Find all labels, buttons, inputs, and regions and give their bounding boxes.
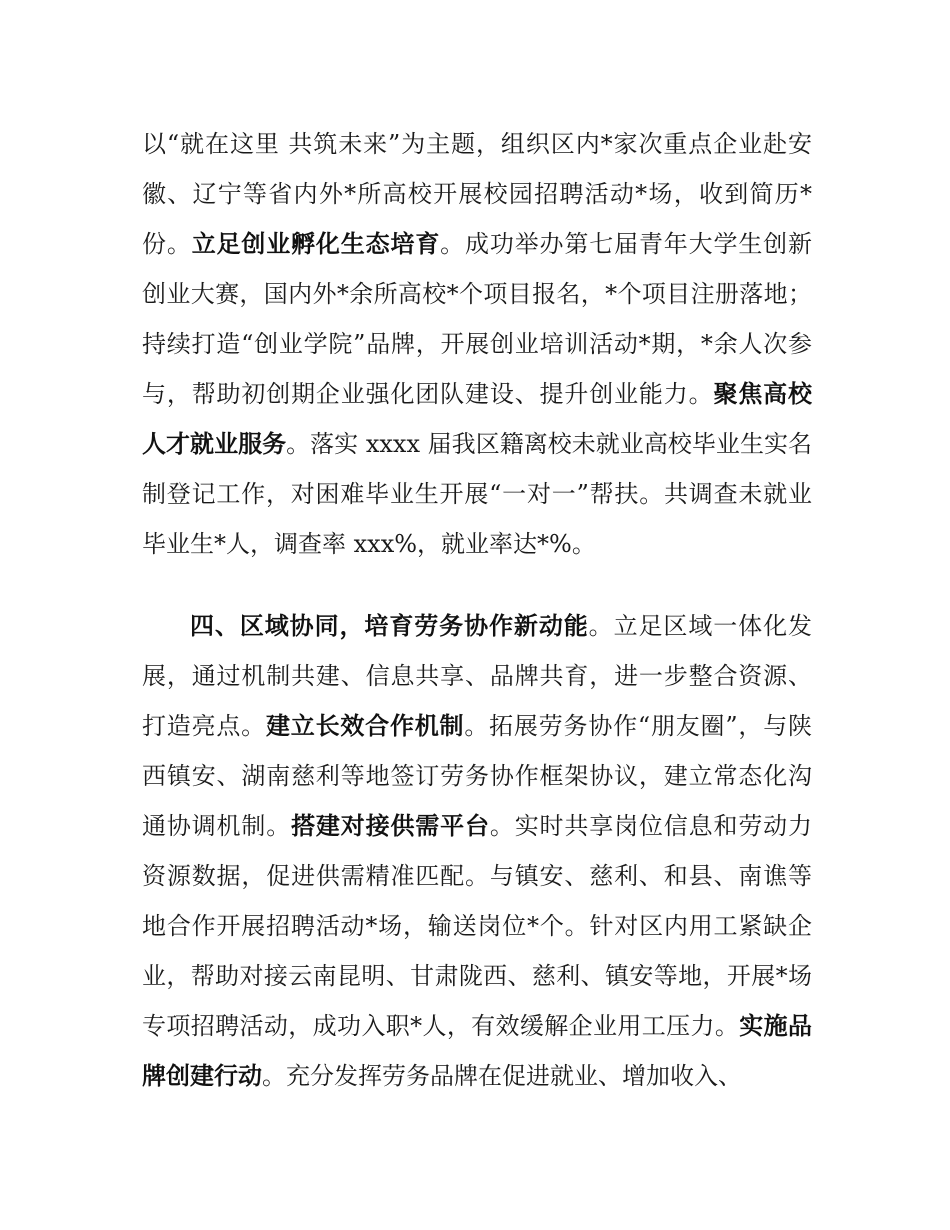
text-run: 。立足区域一体化发展，通过机制共建、信息共享、品牌共育，进一步整合资源、打造亮点。 [142,612,813,740]
text-run: 。实时共享岗位信息和劳动力资源数据，促进供需精准匹配。与镇安、慈利、和县、南谯等地合作开展招聘活动*场，输送岗位*个。针对区内用工紧缺企业，帮助对接云南昆明、甘肃陇西、慈利、镇安等地，开展*场专项招聘活动，成功入职*人，有效缓解企业用工压力。 [142,812,813,1040]
section-title: 四、区域协同，培育劳务协作新动能 [190,612,589,640]
section-heading-inline: 聚焦高校人才就业服务 [142,380,813,458]
text-run: 以“就在这里 共筑未来”为主题，组织区内*家次重点企业赴安徽、辽宁等省内外*所高校开展校园招聘活动*场，收到简历*份。 [142,130,812,258]
paragraph-2 [142,601,812,1101]
text-run: 。成功举办第七届青年大学生创新创业大赛，国内外*余所高校*个项目报名，*个项目注册落地；持续打造“创业学院”品牌，开展创业培训活动*期，*余人次参与，帮助初创期企业强化团队建设、提升创业能力。 [142,230,813,408]
document-page [142,119,812,1101]
section-heading-inline: 实施品牌创建行动 [142,1012,813,1090]
section-heading-inline: 搭建对接供需平台 [291,812,490,840]
section-heading-inline: 立足创业孵化生态培育 [191,230,441,258]
paragraph-1 [142,119,812,569]
text-run: 。充分发挥劳务品牌在促进就业、增加收入、 [262,1062,742,1090]
text-run: 。拓展劳务协作“朋友圈”，与陕西镇安、湖南慈利等地签订劳务协作框架协议，建立常态化沟通协调机制。 [142,712,813,840]
section-heading-inline: 建立长效合作机制 [265,712,465,740]
text-run: 。落实 xxxx 届我区籍离校未就业高校毕业生实名制登记工作，对困难毕业生开展“一对一”帮扶。共调查未就业毕业生*人，调查率 xxx%，就业率达*%。 [142,430,812,558]
